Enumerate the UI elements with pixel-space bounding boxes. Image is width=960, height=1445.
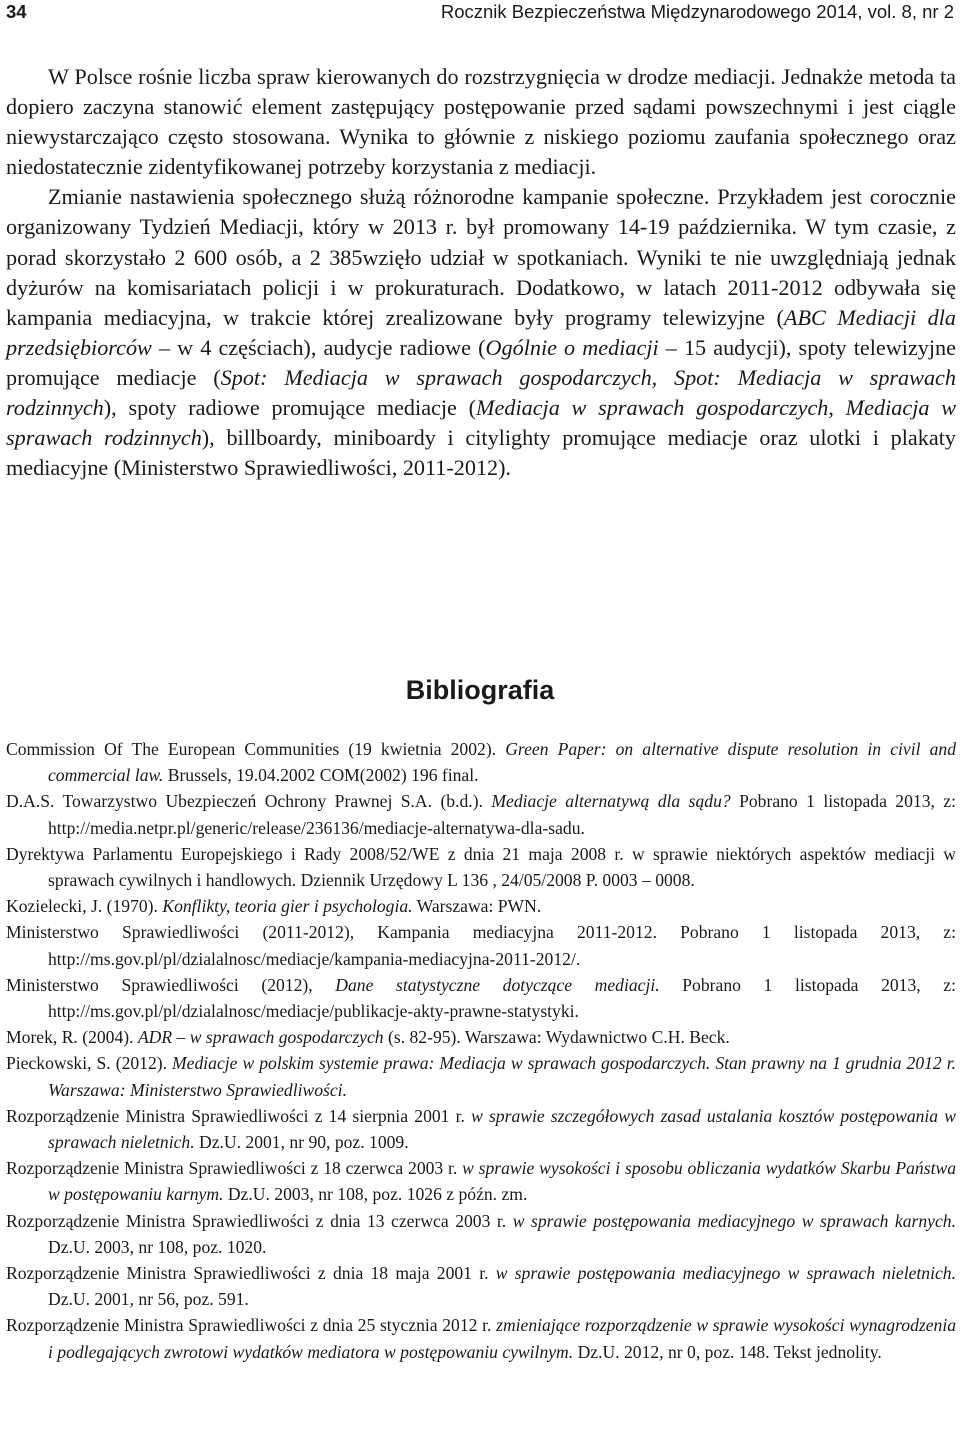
text-run: Rozporządzenie Ministra Sprawiedliwości z dnia 18 maja 2001 r. [6,1263,496,1284]
italic-text: Mediacje w polskim systemie prawa: Mediacja w sprawach gospodarczych. Stan prawny na 1 grudnia 2012 r. Warszawa: Ministerstwo Sprawiedliwości. [48,1053,957,1100]
italic-text: Dane statystyczne dotyczące mediacji. [335,974,660,995]
bibliography-entry [6,736,956,788]
text-run: Rozporządzenie Ministra Sprawiedliwości z 14 sierpnia 2001 r. [6,1105,472,1126]
bibliography-heading: Bibliografia [405,675,555,705]
bibliography-entry [6,1024,956,1050]
paragraph [6,182,956,483]
italic-text: w sprawie szczegółowych zasad ustalania kosztów postępowania w sprawach nieletnich. [48,1105,957,1153]
italic-text: Spot: Mediacja w sprawach gospodarczych, Spot: Mediacja w sprawach rodzinnych [6,364,956,421]
text-run: Morek, R. (2004). [6,1027,138,1048]
text-run: Brussels, 19.04.2002 COM(2002) 196 final. [163,765,479,786]
bibliography-entry [6,1208,956,1260]
bibliography-entry [6,1155,956,1207]
text-run: ), spoty radiowe promujące mediacje ( [103,395,477,421]
text-run: Dz.U. 2001, nr 90, poz. 1009. [194,1132,409,1153]
text-run: Rozporządzenie Ministra Sprawiedliwości z dnia 25 stycznia 2012 r. [6,1315,497,1336]
text-run: Rozporządzenie Ministra Sprawiedliwości z dnia 13 czerwca 2003 r. [6,1210,513,1231]
bibliography-entry [6,893,956,919]
text-run: Pieckowski, S. (2012). [6,1053,173,1074]
italic-text: w sprawie postępowania mediacyjnego w sprawach nieletnich. [495,1263,956,1284]
italic-text: ADR – w sprawach gospodarczych [137,1027,384,1048]
running-header [0,0,960,24]
journal-running-title: Rocznik Bezpieczeństwa Międzynarodowego 2014, vol. 8, nr 2 [440,1,954,22]
paragraph: W Polsce rośnie liczba spraw kierowanych do rozstrzygnięcia w drodze mediacji. Jednakże metoda ta dopiero zaczyna stanowić element zastępujący postępowanie przed sądami powszechnymi i jest ciągle niewystarczająco często stosowana. Wynika to głównie z niskiego poziomu zaufania społecznego oraz niedostatecznie zidentyfikowanej potrzeby korzystania z mediacji. [6,64,956,180]
bibliography-entry [6,1312,956,1364]
italic-text: Ogólnie o mediacji [485,334,659,360]
text-run: Zmianie nastawienia społecznego służą różnorodne kampanie społeczne. Przykładem jest corocznie organizowany Tydzień Mediacji, który w 2013 r. był promowany 14-19 października. W tym czasie, z porad skorzystało 2 600 osób, a 2 385wzięło udział w spotkaniach. Wyniki te nie uwzględniają jednak dyżurów na komisariatach policji i w prokuraturach. Dodatkowo, w latach 2011-2012 odbywała się kampania mediacyjna, w trakcie której zrealizowane były programy telewizyjne ( [6,184,956,330]
text-run: – w 4 częściach), audycje radiowe ( [151,334,486,360]
page-number: 34 [6,1,27,22]
article-body [6,62,956,483]
text-run: Ministerstwo Sprawiedliwości (2012), [6,974,336,995]
text-run: Dz.U. 2001, nr 56, poz. 591. [48,1289,249,1310]
bibliography-list [6,736,956,1365]
text-run: Dz.U. 2003, nr 108, poz. 1020. [48,1236,267,1257]
bibliography-entry [6,841,956,893]
italic-text: Mediacje alternatywą dla sądu? [491,791,731,812]
bibliography-entry [6,1260,956,1312]
bibliography-entry [6,972,956,1024]
bibliography-entry [6,919,956,971]
text-run: Rozporządzenie Ministra Sprawiedliwości z 18 czerwca 2003 r. [6,1158,463,1179]
text-run: (s. 82-95). Warszawa: Wydawnictwo C.H. Beck. [383,1027,730,1048]
text-run: Dyrektywa Parlamentu Europejskiego i Rady 2008/52/WE z dnia 21 maja 2008 r. w sprawie niektórych aspektów mediacji w sprawach cywilnych i handlowych. Dziennik Urzędowy L 136 , 24/05/2008 P. 0003 – 0008. [6,843,956,891]
text-run: – 15 audycji), spoty telewizyjne promujące mediacje ( [6,334,956,390]
text-run: ), billboardy, miniboardy i citylighty promujące mediacje oraz ulotki i plakaty mediacyjne (Ministerstwo Sprawiedliwości, 2011-2012). [6,425,956,481]
text-run: Commission Of The European Communities (19 kwietnia 2002). [6,739,506,759]
italic-text: Green Paper: on alternative dispute resolution in civil and commercial law. [48,739,956,786]
text-run: Pobrano 1 listopada 2013, z: http://ms.gov.pl/pl/dzialalnosc/mediacje/publikacje-akty-prawne-statystyki. [48,974,956,1022]
text-run: D.A.S. Towarzystwo Ubezpieczeń Ochrony Prawnej S.A. (b.d.). [6,791,492,812]
text-run: Dz.U. 2012, nr 0, poz. 148. Tekst jednolity. [573,1341,882,1362]
italic-text: w sprawie wysokości i sposobu obliczania wydatków Skarbu Państwa w postępowaniu karnym. [48,1158,956,1205]
italic-text: zmieniające rozporządzenie w sprawie wysokości wynagrodzenia i podlegających zwrotowi wydatków mediatora w postępowaniu cywilnym. [48,1315,957,1362]
italic-text: Konflikty, teoria gier i psychologia. [162,896,413,917]
bibliography-entry [6,788,956,840]
text-run: Ministerstwo Sprawiedliwości (2011-2012), Kampania mediacyjna 2011-2012. Pobrano 1 listopada 2013, z: http://ms.gov.pl/pl/dzialalnosc/mediacje/kampania-mediacyjna-2011-2012/. [6,922,956,969]
bibliography-entry [6,1103,956,1155]
italic-text: ABC Mediacji dla przedsiębiorców [6,304,956,360]
text-run: Dz.U. 2003, nr 108, poz. 1026 z późn. zm. [223,1184,528,1205]
italic-text: Mediacja w sprawach gospodarczych, Mediacja w sprawach rodzinnych [6,395,956,451]
text-run: Warszawa: PWN. [412,896,542,917]
italic-text: w sprawie postępowania mediacyjnego w sprawach karnych. [512,1210,956,1231]
text-run: Kozielecki, J. (1970). [6,896,163,917]
text-run: Pobrano 1 listopada 2013, z: http://media.netpr.pl/generic/release/236136/mediacje-alternatywa-dla-sadu. [48,791,957,838]
bibliography-entry [6,1050,956,1102]
